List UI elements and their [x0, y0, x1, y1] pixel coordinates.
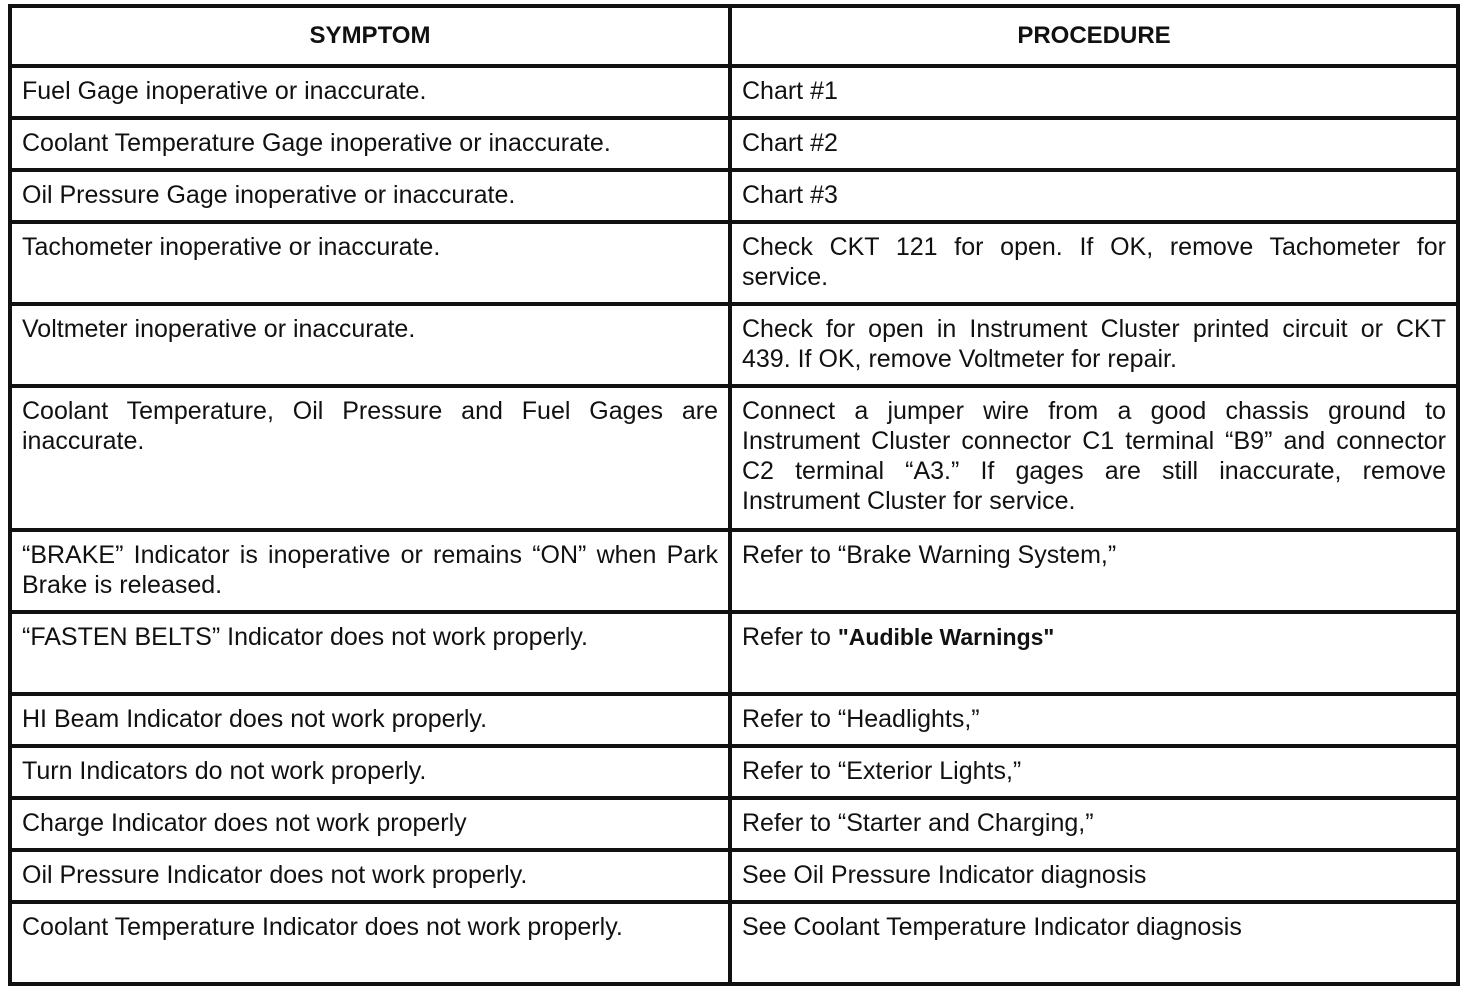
- procedure-cell: Refer to “Brake Warning System,”: [730, 530, 1458, 612]
- symptom-cell: Fuel Gage inoperative or inaccurate.: [10, 66, 730, 118]
- symptom-cell: Coolant Temperature Gage inoperative or inaccurate.: [10, 118, 730, 170]
- procedure-cell: See Coolant Temperature Indicator diagnosis: [730, 902, 1458, 984]
- table-row: [10, 746, 1458, 798]
- symptom-cell: HI Beam Indicator does not work properly.: [10, 694, 730, 746]
- symptom-cell: Turn Indicators do not work properly.: [10, 746, 730, 798]
- table-row: [10, 386, 1458, 530]
- procedure-cell: Chart #2: [730, 118, 1458, 170]
- procedure-prefix: Refer to: [742, 623, 838, 651]
- procedure-cell: Refer to “Headlights,”: [730, 694, 1458, 746]
- symptom-cell: Oil Pressure Indicator does not work properly.: [10, 850, 730, 902]
- table-header-row: [10, 6, 1458, 66]
- table-row: [10, 118, 1458, 170]
- symptom-cell: “FASTEN BELTS” Indicator does not work properly.: [10, 612, 730, 694]
- table-row: [10, 902, 1458, 984]
- table-row: [10, 850, 1458, 902]
- table-row: [10, 694, 1458, 746]
- symptom-cell: “BRAKE” Indicator is inoperative or remains “ON” when Park Brake is released.: [10, 530, 730, 612]
- procedure-reference: "Audible Warnings": [837, 624, 1055, 650]
- procedure-cell: Connect a jumper wire from a good chassis ground to Instrument Cluster connector C1 terminal “B9” and connector C2 terminal “A3.” If gages are still inaccurate, remove Instrument Cluster for service.: [730, 386, 1458, 530]
- symptom-cell: Coolant Temperature Indicator does not work properly.: [10, 902, 730, 984]
- table-row: [10, 530, 1458, 612]
- table-row: [10, 66, 1458, 118]
- procedure-cell: See Oil Pressure Indicator diagnosis: [730, 850, 1458, 902]
- procedure-cell: Check for open in Instrument Cluster printed circuit or CKT 439. If OK, remove Voltmeter for repair.: [730, 304, 1458, 386]
- procedure-cell: Refer to “Starter and Charging,”: [730, 798, 1458, 850]
- symptom-cell: Charge Indicator does not work properly: [10, 798, 730, 850]
- symptom-cell: Tachometer inoperative or inaccurate.: [10, 222, 730, 304]
- table-row: [10, 798, 1458, 850]
- symptom-cell: Voltmeter inoperative or inaccurate.: [10, 304, 730, 386]
- procedure-cell: Check CKT 121 for open. If OK, remove Tachometer for service.: [730, 222, 1458, 304]
- symptom-cell: Oil Pressure Gage inoperative or inaccurate.: [10, 170, 730, 222]
- procedure-cell: Refer to “Exterior Lights,”: [730, 746, 1458, 798]
- table-row: [10, 612, 1458, 694]
- procedure-cell: Chart #1: [730, 66, 1458, 118]
- table-row: [10, 304, 1458, 386]
- table-row: [10, 170, 1458, 222]
- procedure-cell: [730, 612, 1458, 694]
- procedure-column-header: PROCEDURE: [730, 6, 1458, 66]
- table-row: [10, 222, 1458, 304]
- symptom-column-header: SYMPTOM: [10, 6, 730, 66]
- diagnosis-table: [8, 4, 1460, 986]
- symptom-cell: Coolant Temperature, Oil Pressure and Fuel Gages are inaccurate.: [10, 386, 730, 530]
- procedure-cell: Chart #3: [730, 170, 1458, 222]
